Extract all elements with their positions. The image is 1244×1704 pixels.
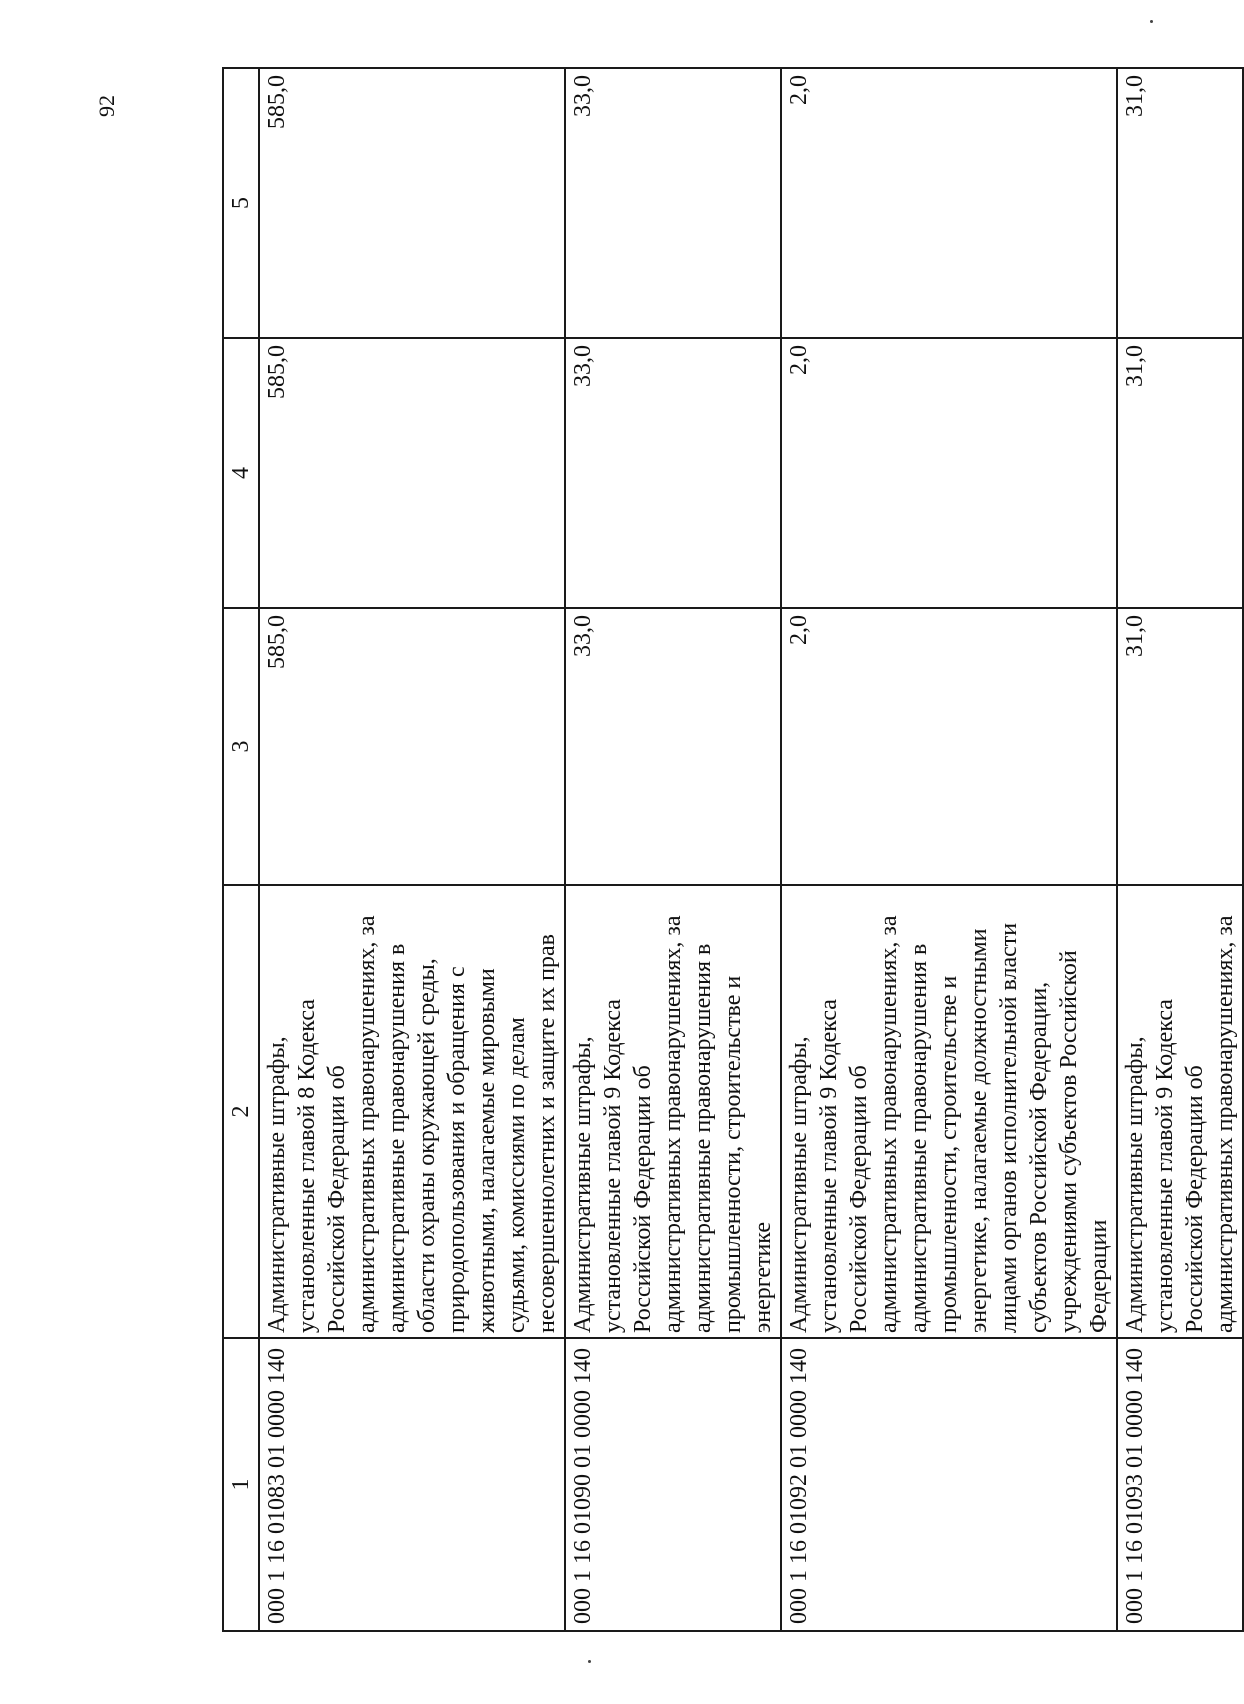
table-row xyxy=(259,68,565,1631)
budget-code-cell: 000 1 16 01092 01 0000 140 xyxy=(781,1338,1117,1631)
description-cell: Административные штрафы, установленные главой 9 Кодекса Российской Федерации об административных правонарушениях, за xyxy=(1117,885,1243,1338)
value-cell-col3: 31,0 xyxy=(1117,608,1243,885)
value-cell-col3: 2,0 xyxy=(781,608,1117,885)
value-cell-col5: 2,0 xyxy=(781,68,1117,338)
value-cell-col5: 33,0 xyxy=(565,68,781,338)
column-header: 1 xyxy=(223,1338,259,1631)
value-cell-col4: 585,0 xyxy=(259,338,565,608)
page-number: 92 xyxy=(94,95,119,117)
value-cell-col3: 585,0 xyxy=(259,608,565,885)
value-cell-col4: 33,0 xyxy=(565,338,781,608)
scan-speck xyxy=(1150,20,1153,23)
value-cell-col5: 31,0 xyxy=(1117,68,1243,338)
column-header: 2 xyxy=(223,885,259,1338)
description-cell: Административные штрафы, установленные главой 9 Кодекса Российской Федерации об административных правонарушениях, за административные правонарушения в промышленности, строительстве и энергетике, налагаемые должностными лицами органов исполнительной власти субъектов Российской Федерации, учреждениями субъектов Российской Федерации xyxy=(781,885,1117,1338)
table-header-row xyxy=(223,68,259,1631)
column-header: 4 xyxy=(223,338,259,608)
table-row xyxy=(781,68,1117,1631)
table-row xyxy=(1117,68,1243,1631)
column-header: 3 xyxy=(223,608,259,885)
budget-code-cell: 000 1 16 01093 01 0000 140 xyxy=(1117,1338,1243,1631)
column-header: 5 xyxy=(223,68,259,338)
value-cell-col5: 585,0 xyxy=(259,68,565,338)
description-cell: Административные штрафы, установленные главой 8 Кодекса Российской Федерации об административных правонарушениях, за административные правонарушения в области охраны окружающей среды, природопользования и обращения с животными, налагаемые мировыми судьями, комиссиями по делам несовершеннолетних и защите их прав xyxy=(259,885,565,1338)
value-cell-col4: 2,0 xyxy=(781,338,1117,608)
table-row xyxy=(565,68,781,1631)
budget-code-cell: 000 1 16 01090 01 0000 140 xyxy=(565,1338,781,1631)
value-cell-col4: 31,0 xyxy=(1117,338,1243,608)
budget-code-cell: 000 1 16 01083 01 0000 140 xyxy=(259,1338,565,1631)
description-cell: Административные штрафы, установленные главой 9 Кодекса Российской Федерации об административных правонарушениях, за административные правонарушения в промышленности, строительстве и энергетике xyxy=(565,885,781,1338)
scan-speck xyxy=(588,1660,591,1663)
revenue-table xyxy=(222,67,1244,1632)
value-cell-col3: 33,0 xyxy=(565,608,781,885)
table-rotated-container xyxy=(222,69,1238,1632)
